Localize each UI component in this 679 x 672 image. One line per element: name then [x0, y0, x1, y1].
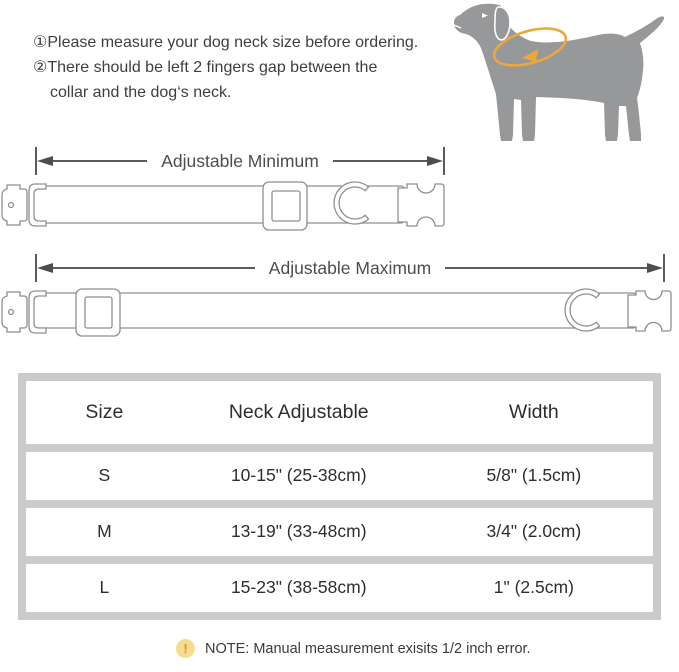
arrowhead-right-icon — [427, 156, 443, 166]
cell-size: S — [98, 465, 111, 486]
note-text: NOTE: Manual measurement exisits 1/2 inch error. — [205, 640, 531, 657]
arrowhead-left-icon — [37, 156, 53, 166]
collar-maximum-diagram — [0, 279, 679, 341]
triglide-slider-opening — [272, 191, 300, 221]
instruction-line-2: ②There should be left 2 fingers gap between the — [33, 59, 378, 76]
dog-illustration — [452, 2, 674, 145]
size-table-header-row — [26, 381, 653, 444]
cell-size: L — [99, 577, 110, 598]
instruction-line-1: ①Please measure your dog neck size before ordering. — [33, 34, 419, 51]
cell-width: 1" (2.5cm) — [493, 577, 574, 598]
table-row — [26, 508, 653, 556]
cell-neck: 15-23" (38-58cm) — [230, 577, 367, 598]
buckle-pin-hole — [9, 203, 14, 208]
header-neck-adjustable: Neck Adjustable — [228, 400, 369, 423]
collar-minimum-diagram — [0, 172, 450, 240]
dimension-endbar — [443, 147, 445, 175]
cell-neck: 10-15" (25-38cm) — [230, 465, 367, 486]
dog-silhouette — [454, 4, 664, 141]
measurement-note — [176, 639, 531, 658]
triglide-slider-opening — [85, 297, 112, 328]
header-size: Size — [85, 400, 124, 423]
cell-width: 3/4" (2.0cm) — [486, 521, 582, 542]
size-table — [18, 373, 661, 620]
instructions — [33, 30, 453, 105]
cell-width: 5/8" (1.5cm) — [486, 465, 582, 486]
table-row — [26, 452, 653, 500]
table-row — [26, 564, 653, 612]
buckle-pin-hole — [9, 310, 14, 315]
buckle-female-left — [2, 292, 27, 332]
buckle-male-right — [398, 184, 444, 226]
collar-strap — [30, 293, 636, 328]
cell-neck: 13-19" (33-48cm) — [230, 521, 367, 542]
arrowhead-left-icon — [37, 263, 53, 273]
dimension-endbar — [663, 254, 665, 282]
adjustable-maximum-label: Adjustable Maximum — [268, 257, 432, 278]
buckle-female-left — [2, 185, 27, 225]
header-width: Width — [508, 400, 559, 423]
cell-size: M — [97, 521, 112, 542]
exclamation-circle-icon: ! — [176, 639, 195, 658]
instruction-line-3: collar and the dog‘s neck. — [50, 84, 232, 101]
dog-ear — [495, 7, 510, 40]
buckle-male-right — [628, 291, 671, 331]
adjustable-minimum-label: Adjustable Minimum — [161, 150, 319, 171]
arrowhead-right-icon — [647, 263, 663, 273]
